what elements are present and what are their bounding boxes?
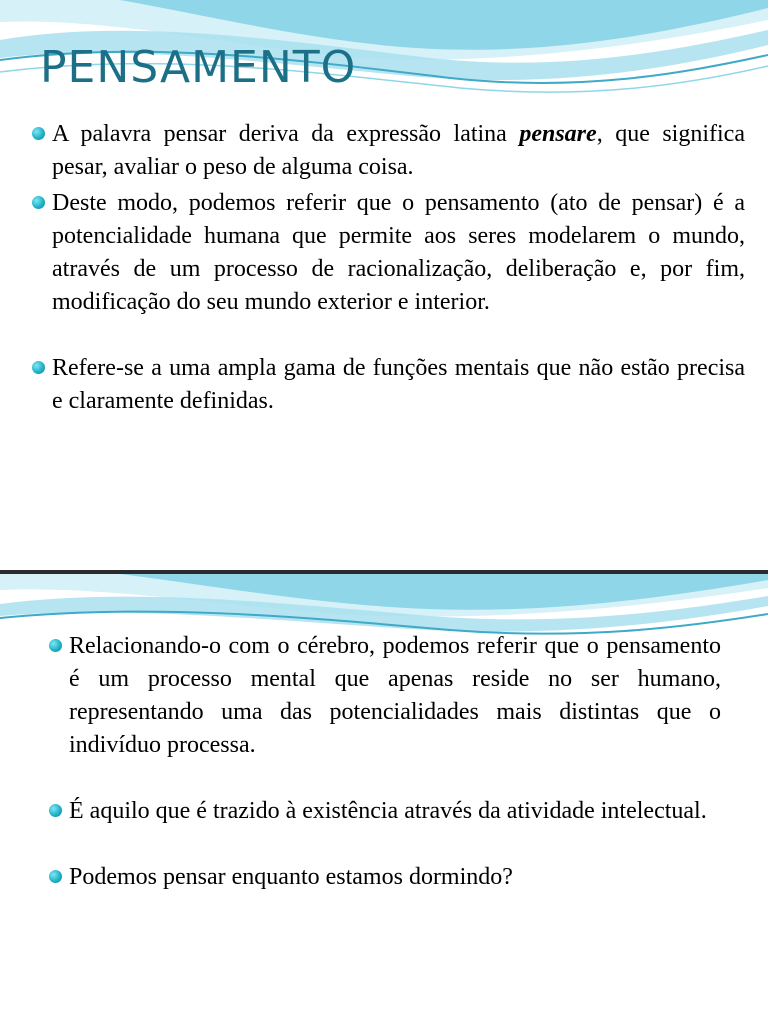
bullet-dot-icon <box>49 639 62 652</box>
bullet-dot-icon <box>49 804 62 817</box>
bullet-text: Refere-se a uma ampla gama de funções mentais que não estão precisa e claramente definidas. <box>52 355 745 414</box>
bullet-item <box>69 861 721 894</box>
bullet-dot-icon <box>49 870 62 883</box>
bullet-list <box>52 118 745 418</box>
bullet-text: Deste modo, podemos referir que o pensamento (ato de pensar) é a potencialidade humana que permite aos seres modelarem o mundo, através de um processo de racionalização, deliberação e, por fim, modificação do seu mundo exterior e interior. <box>52 190 745 315</box>
bullet-item <box>69 630 721 762</box>
slide-2 <box>0 574 768 1024</box>
bullet-dot-icon <box>32 127 45 140</box>
bullet-list <box>69 630 721 894</box>
latin-term: pensare <box>519 121 597 147</box>
bullet-text-continued: , que significa pesar, avaliar o peso de alguma coisa. <box>52 121 745 180</box>
bullet-dot-icon <box>32 361 45 374</box>
bullet-item <box>52 352 745 418</box>
slide-title: PENSAMENTO <box>40 42 357 93</box>
bullet-text: Relacionando-o com o cérebro, podemos referir que o pensamento é um processo mental que apenas reside no ser humano, representando uma das potencialidades mais distintas que o indivíduo processa. <box>69 633 721 758</box>
bullet-text: A palavra pensar deriva da expressão latina <box>52 121 520 147</box>
bullet-text: É aquilo que é trazido à existência através da atividade intelectual. <box>69 798 707 824</box>
bullet-item <box>52 187 745 319</box>
bullet-item <box>52 118 745 184</box>
bullet-item <box>69 795 721 828</box>
bullet-text: Podemos pensar enquanto estamos dormindo? <box>69 864 513 890</box>
bullet-dot-icon <box>32 196 45 209</box>
